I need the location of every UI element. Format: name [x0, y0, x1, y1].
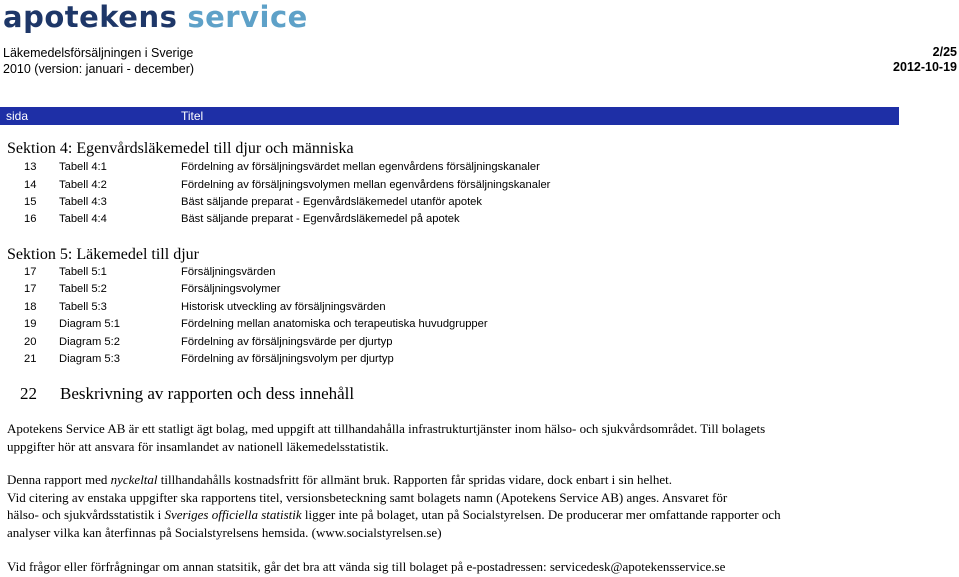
paragraph-intro-line-2: uppgifter hör att ansvara för insamlandet av nationell läkemedelsstatistik.: [7, 439, 389, 454]
paragraph-citation-post: ligger inte på bolaget, utan på Socialstyrelsen. De producerar mer omfattande rapporter och: [301, 507, 781, 522]
row-reference: Diagram 5:1: [59, 318, 120, 330]
row-description: Bäst säljande preparat - Egenvårdsläkemedel på apotek: [181, 213, 460, 225]
table-row: [0, 264, 959, 281]
paragraph-citation-line-1: Vid citering av enstaka uppgifter ska rapportens titel, versionsbeteckning samt bolagets namn (Apotekens Service AB) anges. Ansvaret för: [7, 490, 728, 505]
table-row: [0, 194, 959, 211]
paragraph-citation-line-2: [7, 506, 781, 525]
paragraph-usage-post: tillhandahålls kostnadsfritt för allmänt bruk. Rapporten får spridas vidare, dock enbart i sin helhet.: [157, 472, 672, 487]
row-reference: Tabell 5:3: [59, 301, 107, 313]
row-reference: Tabell 5:1: [59, 266, 107, 278]
table-row: [0, 334, 959, 351]
row-page: 14: [24, 179, 37, 191]
row-page: 21: [24, 353, 37, 365]
description-title: Beskrivning av rapporten och dess innehåll: [60, 384, 355, 403]
description-page-number: 22: [20, 384, 37, 403]
row-description: Fördelning av försäljningsvärde per djurtyp: [181, 336, 393, 348]
table-row: [0, 211, 959, 228]
row-description: Fördelning mellan anatomiska och terapeutiska huvudgrupper: [181, 318, 488, 330]
row-reference: Diagram 5:2: [59, 336, 120, 348]
paragraph-usage: [7, 471, 672, 490]
row-description: Fördelning av försäljningsvärdet mellan egenvårdens försäljningskanaler: [181, 161, 540, 173]
row-page: 20: [24, 336, 37, 348]
row-reference: Tabell 4:1: [59, 161, 107, 173]
page-number: 2/25: [932, 45, 957, 59]
paragraph-intro-line-1: Apotekens Service AB är ett statligt ägt bolag, med uppgift att tillhandahålla infrastrukturtjänster inom hälso- och sjukvårdsområdet. Till bolagets: [7, 421, 766, 436]
row-description: Bäst säljande preparat - Egenvårdsläkemedel utanför apotek: [181, 196, 483, 208]
row-reference: Tabell 4:2: [59, 179, 107, 191]
row-page: 13: [24, 161, 37, 173]
row-page: 17: [24, 283, 37, 295]
row-reference: Tabell 4:3: [59, 196, 107, 208]
table-header-bar: [0, 107, 899, 125]
paragraph-usage-emphasis: nyckeltal: [110, 472, 158, 487]
row-description: Historisk utveckling av försäljningsvärden: [181, 301, 386, 313]
row-description: Fördelning av försäljningsvolymen mellan egenvårdens försäljningskanaler: [181, 179, 551, 191]
row-page: 15: [24, 196, 37, 208]
table-row: [0, 351, 959, 368]
row-description: Försäljningsvolymer: [181, 283, 281, 295]
row-page: 16: [24, 213, 37, 225]
row-reference: Diagram 5:3: [59, 353, 120, 365]
report-date: 2012-10-19: [893, 60, 957, 74]
column-header-title: Titel: [181, 109, 204, 123]
row-description: Fördelning av försäljningsvolym per djurtyp: [181, 353, 394, 365]
row-reference: Tabell 5:2: [59, 283, 107, 295]
column-header-page: sida: [6, 109, 29, 123]
paragraph-contact: Vid frågor eller förfrågningar om annan statsitik, går det bra att vända sig till bolaget på e-postadressen: servicedesk@apotekensservice.se: [7, 559, 726, 574]
report-subtitle: 2010 (version: januari - december): [3, 62, 195, 76]
paragraph-citation-pre: hälso- och sjukvårdsstatistik i: [7, 507, 165, 522]
row-page: 19: [24, 318, 37, 330]
table-row: [0, 281, 959, 298]
apotekens-service-logo: [3, 0, 308, 34]
row-page: 18: [24, 301, 37, 313]
logo-text-service: service: [187, 0, 308, 34]
paragraph-citation-line-3: analyser vilka kan återfinnas på Socialstyrelsens hemsida. (www.socialstyrelsen.se): [7, 525, 442, 540]
section-4-title: Sektion 4: Egenvårdsläkemedel till djur och människa: [7, 140, 354, 157]
paragraph-citation-emphasis: Sveriges officiella statistik: [164, 507, 302, 522]
logo-text-apotekens: apotekens: [3, 0, 178, 34]
table-row: [0, 177, 959, 194]
section-5-title: Sektion 5: Läkemedel till djur: [7, 246, 199, 263]
row-reference: Tabell 4:4: [59, 213, 107, 225]
report-title: Läkemedelsförsäljningen i Sverige: [3, 46, 194, 60]
table-row: [0, 159, 959, 176]
table-row: [0, 316, 959, 333]
row-description: Försäljningsvärden: [181, 266, 276, 278]
paragraph-usage-pre: Denna rapport med: [7, 472, 111, 487]
table-row: [0, 299, 959, 316]
row-page: 17: [24, 266, 37, 278]
